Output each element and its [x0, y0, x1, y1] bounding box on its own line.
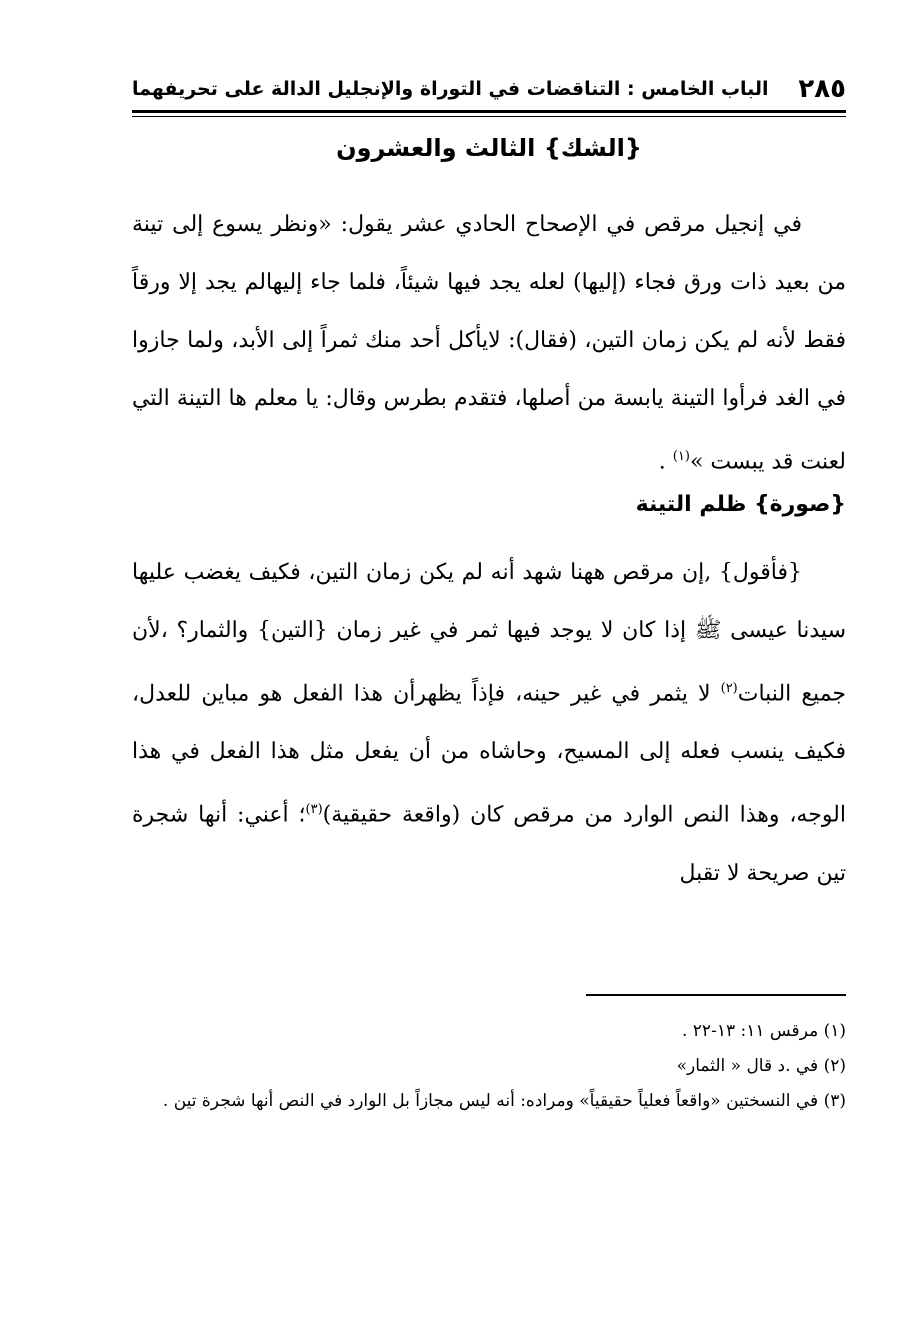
- paragraph-1-end: .: [658, 449, 673, 475]
- footnote-1: (١) مرقس ١١: ١٣-٢٢ .: [681, 1021, 846, 1041]
- paragraph-2-text-c: ؛ أعني: أنها شجرة تين صريحة لا تقبل: [132, 802, 846, 886]
- paragraph-2-text-b: لا يثمر في غير حينه، فإذاً يظهرأن هذا الفعل هو مباين للعدل، فكيف ينسب فعله إلى المسيح، وحاشاه من أن يفعل مثل هذا الفعل في هذا الوجه، وهذا النص الوارد من مرقص كان (واقعة حقيقية): [132, 681, 846, 828]
- paragraph-1-text: في إنجيل مرقص في الإصحاح الحادي عشر يقول: «ونظر يسوع إلى تينة من بعيد ذات ورق فجاء (إليها) لعله يجد فيها شيئاً، فلما جاء إليهالم يجد إلا ورقاً فقط لأنه لم يكن زمان التين، (فقال): لايأكل أحد منك ثمراً إلى الأبد، ولما جازوا في الغد فرأوا التينة يابسة من أصلها، فتقدم بطرس وقال: يا معلم ها التينة التي لعنت قد يبست »: [132, 212, 846, 475]
- subheading: {صورة} ظلم التينة: [635, 492, 846, 517]
- footnote-3: (٣) في النسختين «واقعاً فعلياً حقيقياً» ومراده: أنه ليس مجازاً بل الوارد في النص أنها شجرة تين .: [162, 1091, 846, 1111]
- footnote-separator: [586, 994, 846, 996]
- footnote-ref-3[interactable]: (٣): [305, 802, 323, 818]
- body-paragraph-1: [132, 196, 846, 491]
- footnote-ref-2[interactable]: (٢): [720, 681, 738, 696]
- running-header: [132, 70, 846, 108]
- section-title: {الشك} الثالث والعشرون: [336, 134, 642, 162]
- footnotes: [132, 1014, 846, 1119]
- footnote-ref-1[interactable]: (١): [672, 449, 690, 464]
- footnote-2: (٢) في .د قال « الثمار»: [676, 1056, 846, 1076]
- running-title: الباب الخامس : التناقضات في التوراة والإنجليل الدالة على تحريفهما: [132, 78, 769, 100]
- header-rule-thick: [132, 110, 846, 113]
- body-paragraph-2: [132, 544, 846, 903]
- page-number: ٢٨٥: [798, 74, 846, 104]
- paragraph-2-text-a: {فأقول} ,إن مرقص ههنا شهد أنه لم يكن زمان التين، فكيف يغضب عليها سيدنا عيسى ﷺ إذا كان لا يوجد فيها ثمر في غير زمان {التين} والثمار؟ ،لأن جميع النبات: [132, 560, 847, 707]
- header-rule-thin: [132, 116, 846, 117]
